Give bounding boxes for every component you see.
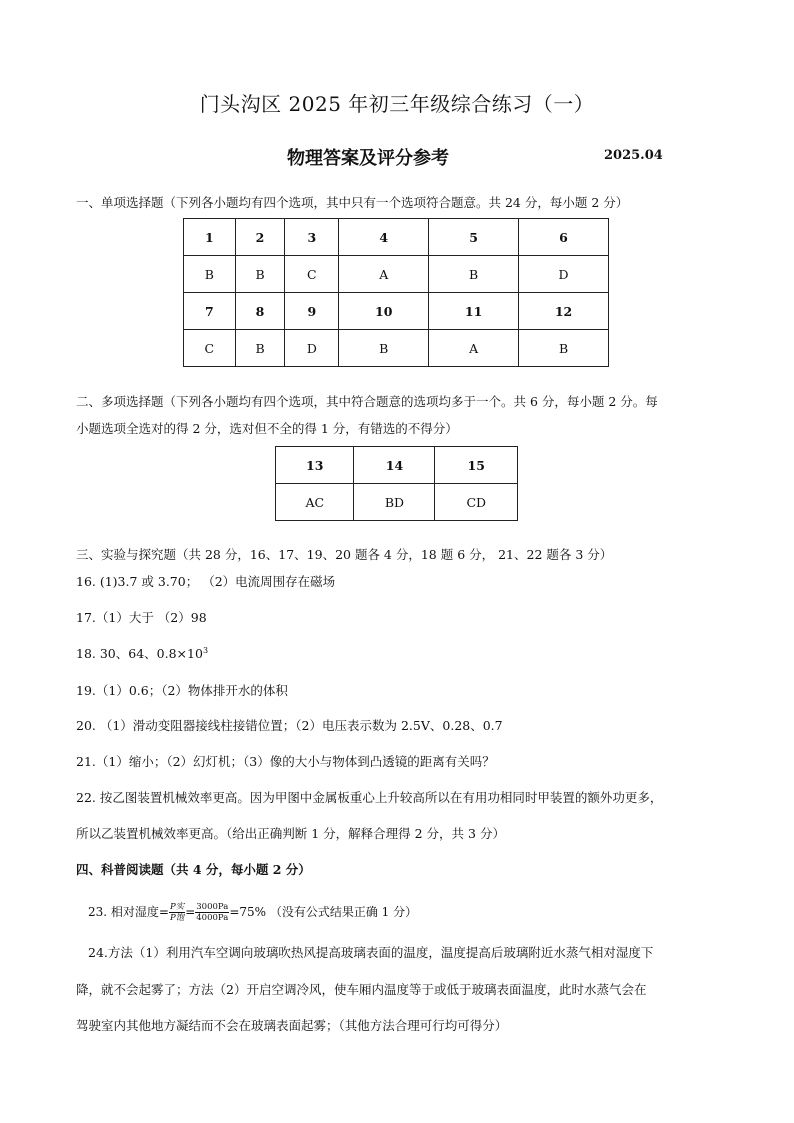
question-number: 15 (435, 447, 518, 484)
answer-20: 20. （1）滑动变阻器接线柱接错位置；（2）电压表示数为 2.5V、0.28、0.7 (76, 718, 503, 733)
answer-cell: A (429, 330, 519, 367)
answer-19: 19.（1）0.6；（2）物体排开水的体积 (76, 683, 288, 698)
question-number: 5 (429, 219, 519, 256)
question-number: 14 (354, 447, 435, 484)
question-number: 6 (519, 219, 609, 256)
question-number: 10 (339, 293, 429, 330)
answer-cell: BD (354, 484, 435, 521)
answer-23-label: 23. 相对湿度= (88, 905, 169, 919)
answer-23-result: =75% （没有公式结果正确 1 分） (229, 905, 418, 919)
fraction-numerator: P实 (169, 902, 185, 912)
table-row (184, 330, 609, 367)
answer-18 (76, 644, 208, 662)
answer-22-line1: 22. 按乙图装置机械效率更高。因为甲图中金属板重心上升较高所以在有用功相同时甲装置的额外功更多， (76, 790, 663, 805)
answer-cell: B (519, 330, 609, 367)
table-row (276, 484, 518, 521)
answer-cell: CD (435, 484, 518, 521)
question-number: 3 (285, 219, 339, 256)
table-row (276, 447, 518, 484)
answer-cell: B (235, 256, 285, 293)
fraction-pressure-values (195, 902, 229, 923)
equals-sign: = (185, 905, 196, 919)
section4-heading: 四、科普阅读题（共 4 分，每小题 2 分） (76, 862, 311, 877)
page-subtitle: 物理答案及评分参考 (287, 148, 449, 169)
answer-22-line2: 所以乙装置机械效率更高。（给出正确判断 1 分，解释合理得 2 分，共 3 分） (76, 826, 505, 841)
question-number: 4 (339, 219, 429, 256)
question-number: 11 (429, 293, 519, 330)
question-number: 7 (184, 293, 236, 330)
answer-18-exponent: 3 (202, 645, 209, 655)
question-number: 9 (285, 293, 339, 330)
answer-cell: B (429, 256, 519, 293)
question-number: 2 (235, 219, 285, 256)
section1-heading: 一、单项选择题（下列各小题均有四个选项，其中只有一个选项符合题意。共 24 分，每小题 2 分） (76, 195, 629, 210)
question-number: 8 (235, 293, 285, 330)
answer-17: 17.（1）大于 （2）98 (76, 610, 207, 625)
answer-cell: C (184, 330, 236, 367)
answer-16: 16. (1)3.7 或 3.70； （2）电流周围存在磁场 (76, 574, 336, 589)
answer-18-text: 18. 30、64、0.8×10 (76, 646, 203, 661)
fraction-numerator: 3000Pa (196, 902, 229, 912)
question-number: 12 (519, 293, 609, 330)
date-label: 2025.04 (604, 148, 663, 163)
fraction-denominator: 4000Pa (196, 913, 229, 923)
section1-answer-table (183, 218, 609, 367)
section2-answer-table (275, 446, 518, 521)
section3-heading: 三、实验与探究题（共 28 分，16、17、19、20 题各 4 分，18 题 6 分， 21、22 题各 3 分） (76, 547, 613, 562)
answer-21: 21.（1）缩小；（2）幻灯机；（3）像的大小与物体到凸透镜的距离有关吗？ (76, 754, 495, 769)
table-row (184, 293, 609, 330)
question-number: 1 (184, 219, 236, 256)
answer-24-line1: 24.方法（1）利用汽车空调向玻璃吹热风提高玻璃表面的温度，温度提高后玻璃附近水蒸气相对湿度下 (88, 945, 654, 960)
answer-cell: D (519, 256, 609, 293)
fraction-p-ratio (169, 902, 185, 923)
answer-24-line2: 降，就不会起雾了；方法（2）开启空调冷风，使车厢内温度等于或低于玻璃表面温度，此时水蒸气会在 (76, 982, 647, 997)
page-title: 门头沟区 2025 年初三年级综合练习（一） (199, 92, 595, 116)
section2-heading-line2: 小题选项全选对的得 2 分，选对但不全的得 1 分，有错选的不得分） (76, 421, 458, 436)
fraction-denominator: P饱 (169, 913, 185, 923)
answer-24-line3: 驾驶室内其他地方凝结而不会在玻璃表面起雾；（其他方法合理可行均可得分） (76, 1018, 508, 1033)
answer-23-formula (88, 902, 417, 923)
answer-cell: B (235, 330, 285, 367)
table-row (184, 256, 609, 293)
answer-cell: AC (276, 484, 354, 521)
answer-cell: A (339, 256, 429, 293)
answer-cell: B (339, 330, 429, 367)
question-number: 13 (276, 447, 354, 484)
answer-cell: C (285, 256, 339, 293)
table-row (184, 219, 609, 256)
section2-heading-line1: 二、多项选择题（下列各小题均有四个选项，其中符合题意的选项均多于一个。共 6 分，每小题 2 分。每 (76, 394, 658, 409)
answer-cell: D (285, 330, 339, 367)
answer-cell: B (184, 256, 236, 293)
